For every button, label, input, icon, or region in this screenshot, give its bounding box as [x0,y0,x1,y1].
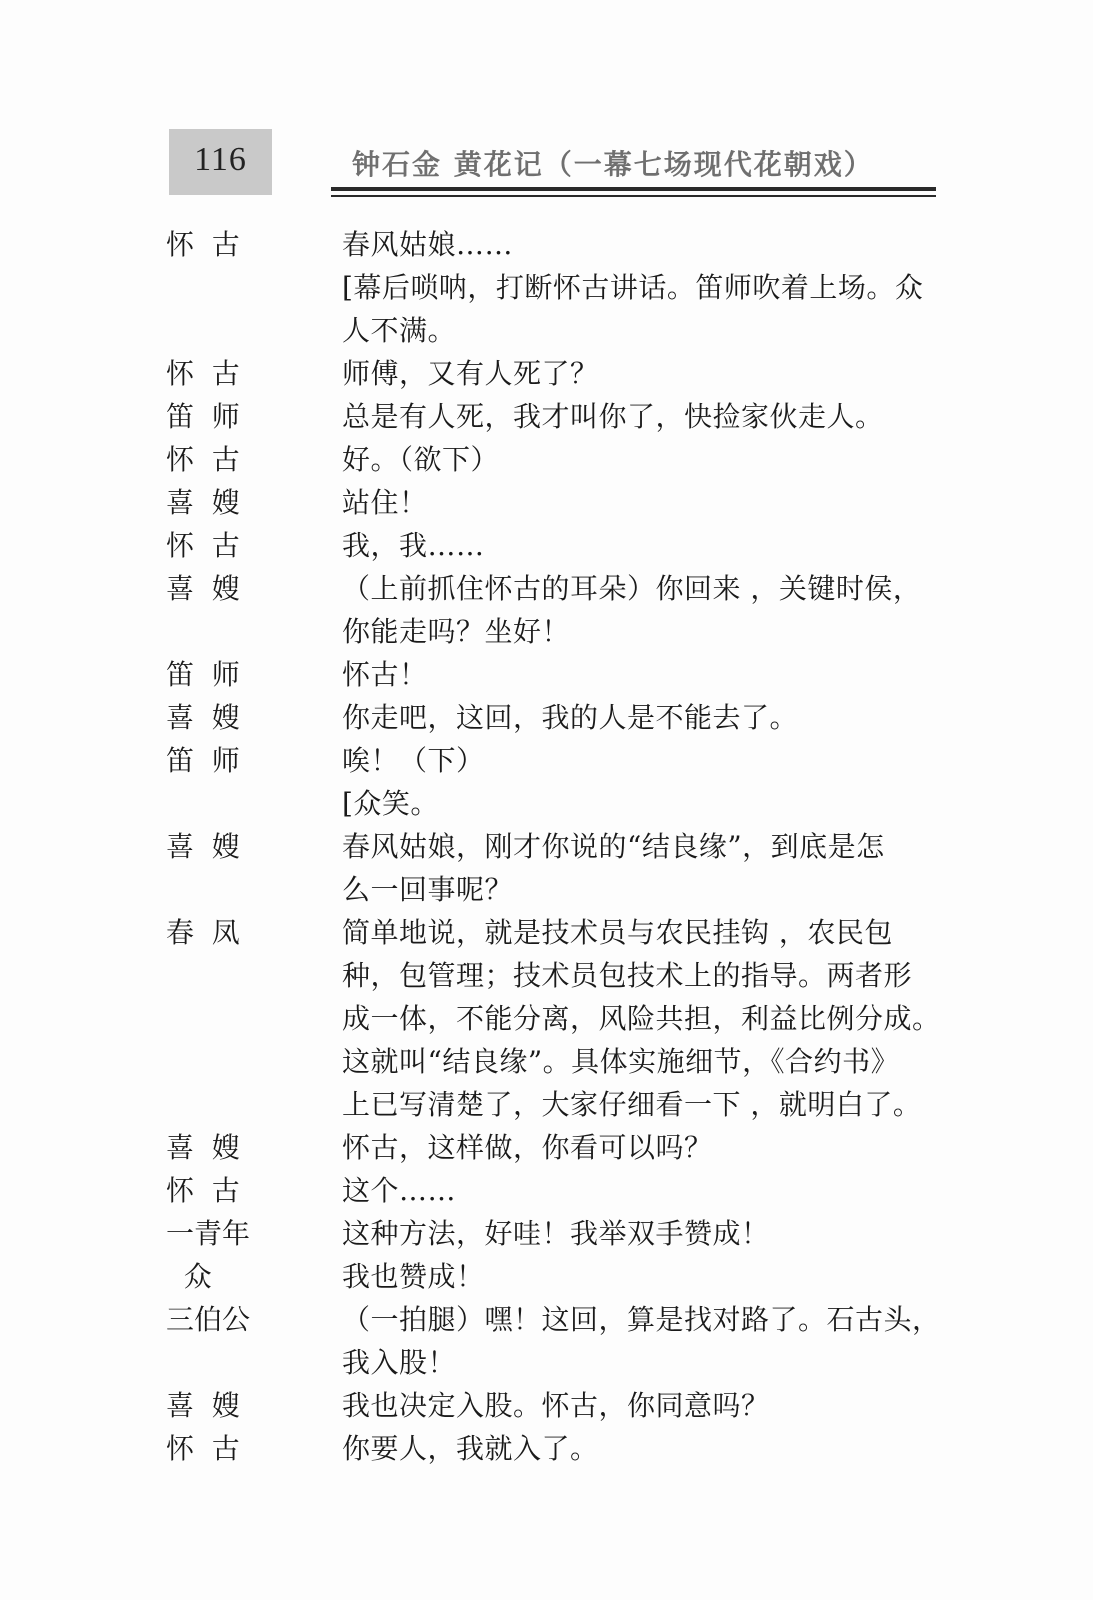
speech-text [342,1212,946,1255]
speaker-name: 笛 师 [166,400,240,433]
speech-text [342,567,946,653]
speaker-name: 喜 嫂 [166,830,240,863]
speech-text [342,782,946,825]
speech-line: 你要人，我就入了。 [342,1432,599,1465]
speaker-name: 春 凤 [166,916,240,949]
speaker-name: 笛 师 [166,658,240,691]
speech-line: 怀古，这样做，你看可以吗？ [342,1131,713,1164]
speech-text [342,438,946,481]
speech-line: [众笑。 [342,787,439,820]
speech-text [342,1126,946,1169]
speech-text [342,696,946,739]
page-number: 116 [194,141,247,178]
speech-line: 春风姑娘，刚才你说的“结良缘”，到底是怎 [342,830,885,863]
speech-line: 这种方法，好哇！我举双手赞成！ [342,1217,770,1250]
dialogue-row [166,481,946,524]
speech-text [342,1384,946,1427]
dialogue-row [166,352,946,395]
speech-line: 我入股！ [342,1346,457,1379]
dialogue-row [166,825,946,911]
speech-line: 师傅，又有人死了？ [342,357,599,390]
dialogue-row [166,524,946,567]
dialogue-row [166,653,946,696]
running-title: 钟石金 黄花记（一幕七场现代花朝戏） [352,148,874,181]
speech-line: （上前抓住怀古的耳朵）你回来 ，关键时侯， [342,572,922,605]
speaker-name: 喜 嫂 [166,701,240,734]
speech-line: 上已写清楚了，大家仔细看一下 ，就明白了。 [342,1088,922,1121]
speech-text [342,266,946,352]
stage-direction-row [166,266,946,352]
speaker-name: 喜 嫂 [166,1389,240,1422]
dialogue-row [166,1126,946,1169]
speech-text [342,481,946,524]
header-rule-thin [331,195,936,197]
speech-text [342,911,946,1126]
speech-line: 人不满。 [342,314,457,347]
speech-line: 你能走吗？坐好！ [342,615,571,648]
dialogue-row [166,438,946,481]
speech-line: 你走吧，这回，我的人是不能去了。 [342,701,799,734]
speaker-name: 怀 古 [166,1432,240,1465]
speaker-name: 众 [166,1260,212,1293]
speaker-name: 喜 嫂 [166,1131,240,1164]
speech-text [342,352,946,395]
stage-direction-row [166,782,946,825]
speech-text [342,653,946,696]
speech-text [342,825,946,911]
speech-line: 怀古！ [342,658,428,691]
speaker-name: 笛 师 [166,744,240,777]
speech-line: 这个…… [342,1174,457,1207]
dialogue-row [166,1427,946,1470]
dialogue-row [166,739,946,782]
speech-line: 唉！（下） [342,744,485,777]
speech-line: 好。（欲下） [342,443,500,476]
speech-line: [幕后唢呐，打断怀古讲话。笛师吹着上场。众 [342,271,924,304]
speaker-name: 三伯公 [166,1303,251,1336]
speech-text [342,739,946,782]
speech-line: （一拍腿）嘿！这回，算是找对路了。石古头， [342,1303,941,1336]
dialogue-row [166,1212,946,1255]
speech-text [342,1169,946,1212]
dialogue-row [166,223,946,266]
dialogue-row [166,696,946,739]
speech-line: 这就叫“结良缘”。具体实施细节，《合约书》 [342,1045,900,1078]
speech-text [342,1255,946,1298]
speaker-name: 怀 古 [166,443,240,476]
dialogue-row [166,911,946,1126]
speaker-name: 喜 嫂 [166,486,240,519]
dialogue-row [166,395,946,438]
speech-line: 站住！ [342,486,428,519]
speech-line: 总是有人死，我才叫你了，快捡家伙走人。 [342,400,884,433]
dialogue-row [166,1384,946,1427]
speech-line: 我，我…… [342,529,485,562]
speaker-name: 一青年 [166,1217,251,1250]
script-body [166,223,946,1470]
dialogue-row [166,1298,946,1384]
speech-text [342,1298,946,1384]
speaker-name: 怀 古 [166,1174,240,1207]
speech-line: 么一回事呢？ [342,873,514,906]
speech-line: 春风姑娘…… [342,228,514,261]
speaker-name: 怀 古 [166,529,240,562]
header-rule-thick [331,187,936,191]
speech-line: 我也决定入股。怀古，你同意吗？ [342,1389,770,1422]
dialogue-row [166,1255,946,1298]
speaker-name: 怀 古 [166,228,240,261]
page-number-box [169,129,272,195]
dialogue-row [166,567,946,653]
speech-text [342,223,946,266]
speech-text [342,395,946,438]
speech-text [342,1427,946,1470]
speech-line: 成一体，不能分离，风险共担，利益比例分成。 [342,1002,941,1035]
speaker-name: 怀 古 [166,357,240,390]
speech-line: 种，包管理；技术员包技术上的指导。两者形 [342,959,913,992]
speech-line: 我也赞成！ [342,1260,485,1293]
speaker-name: 喜 嫂 [166,572,240,605]
dialogue-row [166,1169,946,1212]
speech-text [342,524,946,567]
speech-line: 简单地说，就是技术员与农民挂钩 ，农民包 [342,916,893,949]
